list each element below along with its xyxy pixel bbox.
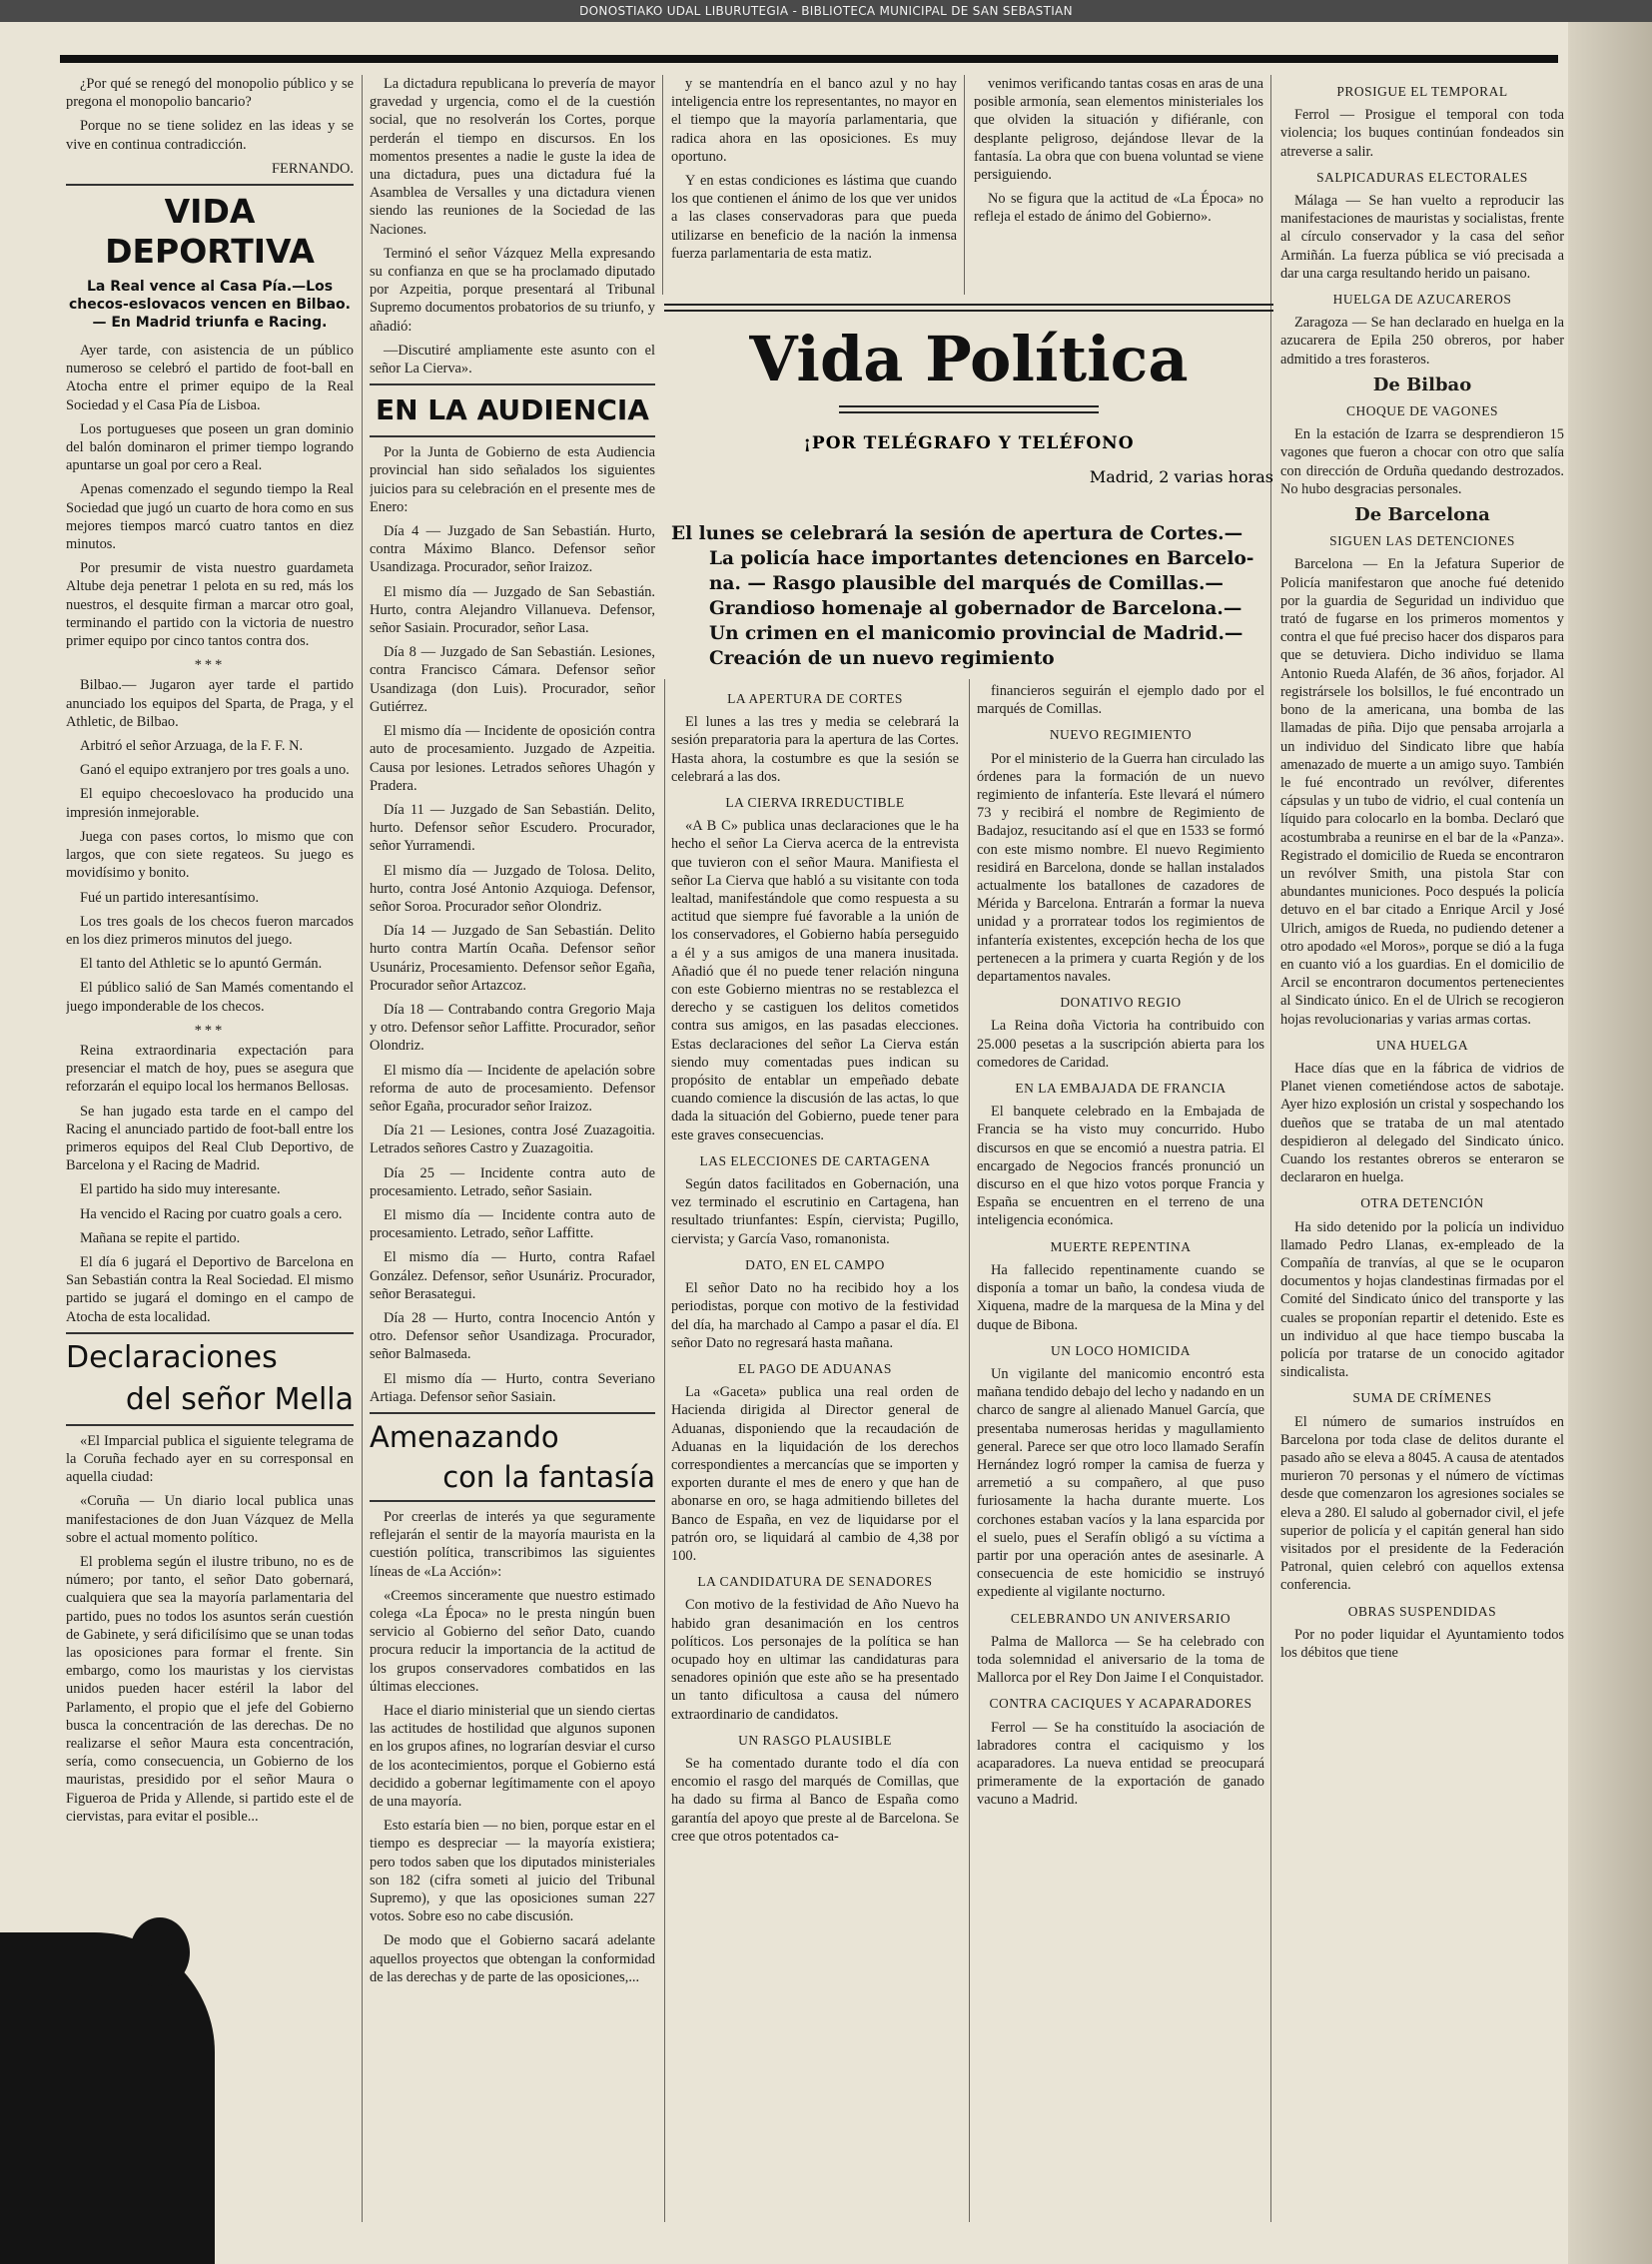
- article-text: Por presumir de vista nuestro guardameta Altube deja penetrar 1 pelota en su red, más los nuestros, el desquite firman a marcar otro goal, terminando el partido con la victoria de nuestro primer equipo por cinco tantos contra dos.: [66, 560, 354, 650]
- item-head-loco: UN LOCO HOMICIDA: [1051, 1342, 1191, 1358]
- article-text: Día 21 — Lesiones, contra José Zuazagoitia. Letrados señores Castro y Zuazagoitia.: [370, 1123, 655, 1157]
- article-text: venimos verificando tantas cosas en aras de una posible armonía, sean elementos ministeriales los que olviden la situación y difiéranle, con desplante peligroso, dejándose llevar de la fantasía. La obra que con buena voluntad se viene persiguiendo.: [974, 76, 1263, 184]
- article-signature: FERNANDO.: [272, 160, 354, 177]
- article-text: El partido ha sido muy interesante.: [80, 1181, 281, 1198]
- article-text: Porque no se tiene solidez en las ideas y se vive en continua contradicción.: [66, 118, 354, 153]
- article-text: En la estación de Izarra se desprendieron 15 vagones que fueron a chocar con otro que salía con dirección de Orduña quedando destrozados. No hubo desgracias personales.: [1280, 426, 1564, 497]
- article-text: Apenas comenzado el segundo tiempo la Real Sociedad que jugó un cuarto de hora como en sus mejores tiempos marcó cuatro tantos en diez minutos.: [66, 481, 354, 553]
- article-text: El tanto del Athletic se lo apuntó Germán.: [80, 956, 323, 973]
- header-double-rule: [839, 405, 1099, 413]
- article-text: El mismo día — Hurto, contra Severiano Artiaga. Defensor señor Sasiain.: [370, 1370, 655, 1405]
- item-head-crimenes: SUMA DE CRÍMENES: [1352, 1390, 1492, 1406]
- article-text: El público salió de San Mamés comentando el juego imponderable de los checos.: [66, 980, 354, 1015]
- column-divider: [969, 679, 970, 2222]
- column-divider: [662, 75, 663, 295]
- article-text: Se han jugado esta tarde en el campo del Racing el anunciado partido de foot-ball entre los primeros equipos del Real Club Deportivo, de Barcelona y el Racing de Madrid.: [66, 1103, 354, 1174]
- article-text: Barcelona — En la Jefatura Superior de Policía manifestaron que anoche fué detenido por la guardia de Seguridad un individuo que trató de fugarse en los primeros momentos y contra el que fué preciso hacer dos disparos para que se detuviera. Dicho individuo se llama Antonio Rueda Alafén, de 36 años, forjador. Al registrársele los bolsillos, le fué encontrado un bono de la americana, una bomba de las llamadas de piña. Dijo que pensaba arrojarla a un individuo del Sindicato libre que había amenazado de muerte a un amigo suyo. También le fué encontrado un revólver, diferentes cápsulas y un tubo de vidrio, el cual contenía un líquido para colocarlo en la bomba. Declaró que acostumbraba a reunirse en el bar de la «Panza». Registrado el domicilio de Rueda se encontraron un revólver Smith, una pistola Star con abundantes municiones. Poco después la policía detuvo en el bar citado a Enrique Arcil y José Ulrich, amigos de Rueda, no pudiendo detener a otro apodado «el Moros», porque se dió a la fuga en cuanto vió a los guardias. En el domicilio de Arcil se encontraron documentos pertenecientes al Sindicato único. En el de Ulrich se recogieron hojas revolucionarias y varias armas cortas.: [1280, 556, 1564, 1028]
- article-text: El banquete celebrado en la Embajada de Francia se ha visto muy concurrido. Hubo discursos en que se encomió a nuestra patria. El encargado de Negocios francés pronunció un discurso en el que hizo votos porque Francia y España se encuentren en el terreno de una inteligencia económica.: [977, 1104, 1264, 1229]
- article-text: Arbitró el señor Arzuaga, de la F. F. N.: [80, 738, 304, 755]
- city-head-barcelona: De Barcelona: [1354, 504, 1490, 526]
- article-text: Fué un partido interesantísimo.: [80, 889, 260, 906]
- item-head-aniversario: CELEBRANDO UN ANIVERSARIO: [1010, 1610, 1232, 1626]
- section-title-vida-deportiva: VIDA DEPORTIVA: [105, 192, 315, 272]
- article-text: Con motivo de la festividad de Año Nuevo ha habido gran desanimación en los centros políticos. Los personajes de la política se han ocupado hoy en ultimar las candidaturas para senadores opinión que este año se ha presentado un tanto dificultosa a causa del número extraordinario de candidatos.: [671, 1597, 959, 1723]
- section-title-amenazando-2: con la fantasía: [442, 1460, 655, 1494]
- deck-line: Grandioso homenaje al gobernador de Barcelona.—: [709, 598, 1242, 619]
- item-head-huelga: UNA HUELGA: [1375, 1037, 1469, 1053]
- item-head-vagones: CHOQUE DE VAGONES: [1345, 403, 1498, 419]
- article-text: El mismo día — Hurto, contra Rafael González. Defensor, señor Usunáriz. Procurador, señor Berasategui.: [370, 1249, 655, 1302]
- item-head-temporal: PROSIGUE EL TEMPORAL: [1336, 84, 1508, 99]
- separator-stars: ***: [194, 657, 226, 674]
- section-rule: [370, 383, 655, 385]
- article-text: Por la Junta de Gobierno de esta Audiencia provincial han sido señalados los siguientes juicios para su celebración en el presente mes de Enero:: [370, 444, 655, 515]
- city-head-bilbao: De Bilbao: [1372, 374, 1472, 395]
- vida-politica-title: Vida Política: [749, 323, 1189, 395]
- article-text: Zaragoza — Se han declarado en huelga en la azucarera de Epila 250 obreros, por haber admitido a tres forasteros.: [1280, 315, 1564, 368]
- column-4-top: [974, 75, 1263, 290]
- article-text: El señor Dato no ha recibido hoy a los periodistas, porque con motivo de la festividad del día, ha marchado al Campo a pasar el día. El señor Dato no regresará hasta mañana.: [671, 1280, 959, 1351]
- section-rule: [66, 1332, 354, 1334]
- deck-line: Un crimen en el manicomio provincial de Madrid.—: [709, 623, 1243, 644]
- article-text: Por el ministerio de la Guerra han circulado las órdenes para la formación de un nuevo regimiento de infantería. Este llevará el número 73 y recibirá el nombre de Regimiento de Badajoz, resucitando así el que en 1533 se formó con este mismo nombre. El nuevo Regimiento residirá en Barcelona, donde se hallan instalados actualmente los batallones de cazadores de Mérida y Barcelona. Entrarán a formar la nueva unidad y a prorratear todos los regimientos de infantería existentes, excepción hecha de los que pertenecen a la primera y cuarta Región y de los departamentos navales.: [977, 750, 1264, 986]
- article-text: El número de sumarios instruídos en Barcelona por toda clase de delitos durante el pasado año se eleva a 8045. A causa de atentados murieron 70 personas y el número de víctimas desde que comenzaron los agresiones sociales se eleva a 280. El saludo al gobernador civil, el jefe superior de policía y el capitán general han sido visitados por el presidente de la Federación Patronal, quien celebró con aquellos extensa conferencia.: [1280, 1413, 1564, 1594]
- section-rule: [66, 184, 354, 186]
- column-5: [1280, 75, 1564, 2222]
- article-text: El mismo día — Juzgado de San Sebastián. Hurto, contra Alejandro Villanueva. Defensor, señor Sasiain. Procurador, señor Lasa.: [370, 583, 655, 637]
- article-text: El problema según el ilustre tribuno, no es de número; por tanto, el señor Dato gobernará, cualquiera que sea la mayoría parlamentaria del partido, pues no todos los asuntos serán cuestión de Gabinete, y será dificilísimo que se unan todas las oposiciones para formar el frente. Sin embargo, como los mauristas y los ciervistas unidos pueden hacer estéril la labor del Parlamento, el propio que el jefe del Gobierno busca la concentración de las derechas. De no realizarse el señor Maura esta concentración, sería, como consecuencia, un Gobierno de los mauristas, presidido por el señor Maura o Figueroa de Prida y Allende, si partido este el de ciervistas, para evitar el posible...: [66, 1553, 354, 1825]
- item-head-francia: EN LA EMBAJADA DE FRANCIA: [1015, 1081, 1227, 1097]
- article-text: Los tres goals de los checos fueron marcados en los diez primeros minutos del juego.: [66, 913, 354, 948]
- article-text: El mismo día — Juzgado de Tolosa. Delito, hurto, contra José Antonio Azquioga. Defensor, señor Soroa. Procurador señor Olondriz.: [370, 862, 655, 915]
- item-head-detencion: OTRA DETENCIÓN: [1360, 1195, 1484, 1211]
- column-3-top: [671, 75, 957, 290]
- section-title-mella-2: del señor Mella: [125, 1381, 354, 1417]
- separator-stars: ***: [194, 1022, 226, 1039]
- vida-politica-deck: [671, 521, 1270, 671]
- article-text: Hace días que en la fábrica de vidrios de Planet vienen cometiéndose actos de sabotaje. Ayer hizo explosión un cristal y sospechando los dueños que se trataba de un mal atentado despidieron al delegado del Sindicato único. Cuando los restantes obreros se enteraron se declararon en huelga.: [1280, 1060, 1564, 1186]
- article-text: y se mantendría en el banco azul y no hay inteligencia entre los representantes, no mayor en el tiempo que la mayoría parlamentaria, que radica ahora en las oposiciones. Es muy oportuno.: [671, 76, 957, 165]
- article-text: Y en estas condiciones es lástima que cuando los que contienen el ánimo de los que ver unidos a las clases conservadoras para que pueda utilizarse en beneficio de la nación la inmensa fuerza parlamentaria de esta matiz.: [671, 173, 957, 262]
- column-divider: [964, 75, 965, 295]
- article-text: Un vigilante del manicomio encontró esta mañana tendido debajo del lecho y nadando en un charco de sangre al alienado Manuel García, que presentaba numerosas heridas y magullamiento general. Parece ser que otro loco llamado Serafín Hernández logró romper la camisa de fuerza y arremetió a su compañero, al que puso furiosamente la hacha durante muerte. Los corchones estaban vacíos y la lana esparcida por el suelo, pues el Serafín obligó a su víctima a partir por una operación antes de asesinarle. A consecuencia de este homicidio se instruyó expediente al vigilante nocturno.: [977, 1365, 1264, 1601]
- article-text: Hace el diario ministerial que un siendo ciertas las actitudes de hostilidad que algunos suponen en los grupos afines, no lograrían desviar el curso de los acontecimientos, porque el Gobierno está decidido a gobernar legítimamente con el apoyo de una mayoría.: [370, 1703, 655, 1811]
- article-text: Ayer tarde, con asistencia de un público numeroso se celebró el partido de foot-ball en Atocha entre el primer equipo de la Real Sociedad y el Casa Pía de Lisboa.: [66, 343, 354, 413]
- section-rule: [370, 1500, 655, 1502]
- article-text: Ferrol — Prosigue el temporal con toda violencia; los buques continúan fondeados sin atreverse a salir.: [1280, 107, 1564, 160]
- article-text: Ha vencido el Racing por cuatro goals a cero.: [80, 1205, 343, 1222]
- article-text: El mismo día — Incidente de oposición contra auto de procesamiento. Juzgado de Azpeitia. Causa por lesiones. Letrados señores Uhagón y Pradera.: [370, 723, 655, 794]
- section-title-mella-1: Declaraciones: [66, 1339, 278, 1375]
- article-text: La «Gaceta» publica una real orden de Hacienda dirigida al Director general de Aduanas, disponiendo que la recaudación de Aduanas en la liquidación de los derechos correspondientes a mercancías que se importen y exporten durante el mes de enero y que han de abonarse en oro, se haga admitiendo billetes del Banco de España, en vez de liquidarse por el patrón oro, se liquidará al cambio de 4,38 por 100.: [671, 1384, 959, 1564]
- article-text: Día 11 — Juzgado de San Sebastián. Delito, hurto. Defensor señor Escudero. Procurador, señor Yurramendi.: [370, 801, 655, 855]
- paper-damage-stain: [0, 1932, 215, 2264]
- column-4-bottom: [977, 682, 1264, 2225]
- archive-header: DONOSTIAKO UDAL LIBURUTEGIA - BIBLIOTECA MUNICIPAL DE SAN SEBASTIAN: [0, 0, 1652, 22]
- article-text: Ganó el equipo extranjero por tres goals a uno.: [80, 762, 350, 779]
- article-text: Día 18 — Contrabando contra Gregorio Maja y otro. Defensor señor Laffitte. Procurador, señor Olondriz.: [370, 1001, 655, 1055]
- item-head-aduanas: EL PAGO DE ADUANAS: [738, 1360, 892, 1376]
- item-head-obras: OBRAS SUSPENDIDAS: [1347, 1603, 1497, 1619]
- article-text: Reina extraordinaria expectación para presenciar el match de hoy, pues se asegura que reforzarán el equipo local los hermanos Bellosas.: [66, 1042, 354, 1096]
- item-head-cierva: LA CIERVA IRREDUCTIBLE: [725, 795, 905, 811]
- item-head-caciques: CONTRA CACIQUES Y ACAPARADORES: [989, 1696, 1252, 1712]
- article-text: El lunes a las tres y media se celebrará la sesión preparatoria para la apertura de las Cortes. Hasta ahora, la costumbre es que la sesión se celebrará a las dos.: [671, 714, 959, 785]
- deck-line: El lunes se celebrará la sesión de apertura de Cortes.—: [671, 523, 1243, 544]
- article-text: Málaga — Se han vuelto a reproducir las manifestaciones de mauristas y socialistas, frente al círculo conservador y la casa del señor Armiñán. La fuerza pública se vió precisada a dar una carga resultando herido un paisano.: [1280, 193, 1564, 282]
- deck-line: Creación de un nuevo regimiento: [709, 648, 1055, 669]
- item-head-donativo: DONATIVO REGIO: [1060, 995, 1182, 1011]
- item-head-senadores: LA CANDIDATURA DE SENADORES: [697, 1574, 933, 1590]
- column-3-bottom: [671, 682, 959, 2225]
- article-text: Bilbao.— Jugaron ayer tarde el partido anunciado los equipos del Sparta, de Praga, y el Athletic, de Bilbao.: [66, 677, 354, 730]
- article-text: Ha fallecido repentinamente cuando se disponía a tomar un baño, la condesa viuda de Xiquena, madre de la marquesa de la Mina y del duque de Bibona.: [977, 1261, 1264, 1333]
- article-text: «A B C» publica unas declaraciones que le ha hecho el señor La Cierva acerca de la entrevista que tuvieron con el señor Maura. Manifiesta el señor La Cierva que habló a su visitante con toda lealtad, manifestándole que como respuesta a su actitud que siempre fué favorable a la unión de los conservadores, el Gobierno había perseguido a él y a sus amigos de una manera inusitada. Añadió que él no puede tener relación ninguna con este Gobierno mientras no se restablezca el derecho y se castiguen los delitos cometidos contra sus amigos, en las pasadas elecciones. Estas declaraciones del señor La Cierva están siendo muy comentadas pues indican su propósito de entablar un empeñado debate cuando comience la discusión de las actas, lo que dada la situación del Gobierno, puede tener para este graves consecuencias.: [671, 818, 959, 1143]
- item-head-rasgo: UN RASGO PLAUSIBLE: [738, 1732, 892, 1748]
- article-text: Día 4 — Juzgado de San Sebastián. Hurto, contra Máximo Blanco. Defensor señor Usandizaga. Procurador, señor Iraizoz.: [370, 523, 655, 576]
- article-text: Juega con pases cortos, lo mismo que con largos, que con siete regateos. Su juego es movidísimo y bonito.: [66, 828, 354, 882]
- article-text: El mismo día — Incidente contra auto de procesamiento. Letrado, señor Laffitte.: [370, 1206, 655, 1242]
- vida-politica-dateline: Madrid, 2 varias horas: [1089, 467, 1273, 486]
- article-text: Día 8 — Juzgado de San Sebastián. Lesiones, contra Francisco Cámara. Defensor señor Usandizaga (don Luis). Procurador, señor Gutiérrez.: [370, 644, 655, 715]
- item-head-regimiento: NUEVO REGIMIENTO: [1049, 727, 1193, 743]
- article-text: «El Imparcial publica el siguiente telegrama de la Coruña fechado ayer en su corresponsal en aquella ciudad:: [66, 1432, 354, 1486]
- article-text: Ferrol — Se ha constituído la asociación de labradores contra el caciquismo y los acaparadores. La nueva entidad se preocupará primeramente de la exportación de ganado vacuno a Madrid.: [977, 1719, 1264, 1809]
- article-text: Según datos facilitados en Gobernación, una vez terminado el escrutinio en Cartagena, han resultado triunfantes: Espín, ciervista; Pugillo, ciervista; y García Vaso, romanonista.: [671, 1176, 959, 1247]
- section-title-amenazando-1: Amenazando: [370, 1420, 559, 1454]
- article-text: Ha sido detenido por la policía un individuo llamado Pedro Llanas, ex-empleado de la Compañía de tranvías, al que se le ocuparon documentos y hojas clandestinas firmadas por el Comité del Sindicato único del transporte y las cuales se proponían repartir el detenido. Este es un individuo al que hace tiempo buscaba la policía por tratarse de un conocido agitador sindicalista.: [1280, 1218, 1564, 1381]
- page-edge: [1568, 22, 1652, 2264]
- column-1: [66, 75, 354, 2222]
- article-text: Mañana se repite el partido.: [80, 1229, 241, 1246]
- vida-politica-header: [664, 296, 1273, 486]
- article-text: El equipo checoeslovaco ha producido una impresión inmejorable.: [66, 786, 354, 821]
- section-rule: [66, 1424, 354, 1426]
- article-text: «Creemos sinceramente que nuestro estimado colega «La Época» no le presta ningún buen servicio al Gobierno del señor Dato, cuando procura reducir la importancia de la actitud de los grupos conservadores combatidos en las últimas elecciones.: [370, 1587, 655, 1695]
- item-head-cartagena: LAS ELECCIONES DE CARTAGENA: [699, 1152, 931, 1168]
- article-text: La dictadura republicana lo prevería de mayor gravedad y urgencia, como el de la cuestión social, que no resolverán los Cortes, porque perderán el tiempo en discursos. En los momentos presentes a nadie le guste la idea de una dictadura, pues una dictadura fué la Asamblea de Versalles y una dictadura vienen siendo las reuniones de la Sociedad de las Naciones.: [370, 76, 655, 238]
- article-text: El mismo día — Incidente de apelación sobre reforma de auto de procesamiento. Defensor señor Egaña, procurador señor Iraizoz.: [370, 1062, 655, 1115]
- deck-line: na. — Rasgo plausible del marqués de Comillas.—: [709, 573, 1224, 594]
- paper-damage-stain: [130, 1917, 190, 1987]
- article-text: —Discutiré ampliamente este asunto con el señor La Cierva».: [370, 342, 655, 377]
- section-deck: La Real vence al Casa Pía.—Los checos-eslovacos vencen en Bilbao.— En Madrid triunfa e Racing.: [69, 279, 351, 332]
- article-text: La Reina doña Victoria ha contribuido con 25.000 pesetas a la suscripción abierta para los comedores de Caridad.: [977, 1018, 1264, 1071]
- header-double-rule: [664, 304, 1273, 312]
- section-rule: [370, 1412, 655, 1414]
- article-text: ¿Por qué se renegó del monopolio público y se pregona el monopolio bancario?: [66, 76, 354, 111]
- article-text: financieros seguirán el ejemplo dado por el marqués de Comillas.: [977, 683, 1264, 718]
- column-divider: [664, 679, 665, 2222]
- article-text: Esto estaría bien — no bien, porque estar en el tiempo es despreciar — la mayoría existiera; pero todos saben que los diputados ministeriales son 182 (cifra someti al juicio del Tribunal Supremo), y que las oposiciones suman 227 votos. Sobre eso no cabe discusión.: [370, 1818, 655, 1925]
- item-head-salpicaduras: SALPICADURAS ELECTORALES: [1316, 169, 1528, 185]
- article-text: «Coruña — Un diario local publica unas manifestaciones de don Juan Vázquez de Mella sobre el actual momento político.: [66, 1493, 354, 1546]
- deck-line: La policía hace importantes detenciones en Barcelo-: [709, 548, 1254, 569]
- masthead-rule: [60, 55, 1558, 63]
- section-title-audiencia: EN LA AUDIENCIA: [376, 393, 649, 427]
- article-text: De modo que el Gobierno sacará adelante aquellos proyectos que obtengan la conformidad de las derechas y de parte de las oposiciones,...: [370, 1932, 655, 1985]
- article-text: Por creerlas de interés ya que seguramente reflejarán el sentir de la mayoría maurista en la cuestión política, transcribimos las siguientes líneas de «La Acción»:: [370, 1509, 655, 1580]
- column-2: [370, 75, 655, 2222]
- article-text: Se ha comentado durante todo el día con encomio el rasgo del marqués de Comillas, que ha dado su firma al Banco de España como garantía del apoyo que preste al de Barcelona. Se cree que otros potentados ca-: [671, 1755, 959, 1845]
- item-head-huelga-azucareros: HUELGA DE AZUCAREROS: [1332, 292, 1512, 308]
- article-text: El día 6 jugará el Deportivo de Barcelona en San Sebastián contra la Real Sociedad. El mismo partido se jugará el domingo en el campo de Atocha de esta localidad.: [66, 1253, 354, 1325]
- item-head-muerte: MUERTE REPENTINA: [1050, 1238, 1192, 1254]
- article-text: Día 25 — Incidente contra auto de procesamiento. Letrado, señor Sasiain.: [370, 1164, 655, 1199]
- item-head-dato: DATO, EN EL CAMPO: [745, 1256, 885, 1272]
- article-text: Día 28 — Hurto, contra Inocencio Antón y otro. Defensor señor Usandizaga. Procurador, señor Balmaseda.: [370, 1309, 655, 1363]
- column-divider: [362, 75, 363, 2222]
- vida-politica-subtitle: ¡POR TELÉGRAFO Y TELÉFONO: [803, 433, 1135, 453]
- article-text: Día 14 — Juzgado de San Sebastián. Delito hurto contra Martín Ocaña. Defensor señor Usunáriz, Procesamiento. Defensor señor Egaña, Procurador señor Artazcoz.: [370, 923, 655, 994]
- article-text: Terminó el señor Vázquez Mella expresando su confianza en que se ha proclamado diputado por Azpeitia, porque presentará al Tribunal Supremo documentos probatorios de su triunfo, y añadió:: [370, 245, 655, 335]
- article-text: Palma de Mallorca — Se ha celebrado con toda solemnidad el aniversario de la toma de Mallorca por el Rey Don Jaime I el Conquistador.: [977, 1633, 1264, 1687]
- article-text: Los portugueses que poseen un gran dominio del balón dominaron el primer tiempo logrando apuntarse un goal por cero a Real.: [66, 420, 354, 474]
- item-head-detenciones: SIGUEN LAS DETENCIONES: [1329, 533, 1515, 549]
- item-head-apertura: LA APERTURA DE CORTES: [727, 691, 903, 706]
- section-rule: [370, 435, 655, 437]
- article-text: No se figura que la actitud de «La Época» no refleja el estado de ánimo del Gobierno».: [974, 191, 1263, 226]
- article-text: Por no poder liquidar el Ayuntamiento todos los débitos que tiene: [1280, 1626, 1564, 1662]
